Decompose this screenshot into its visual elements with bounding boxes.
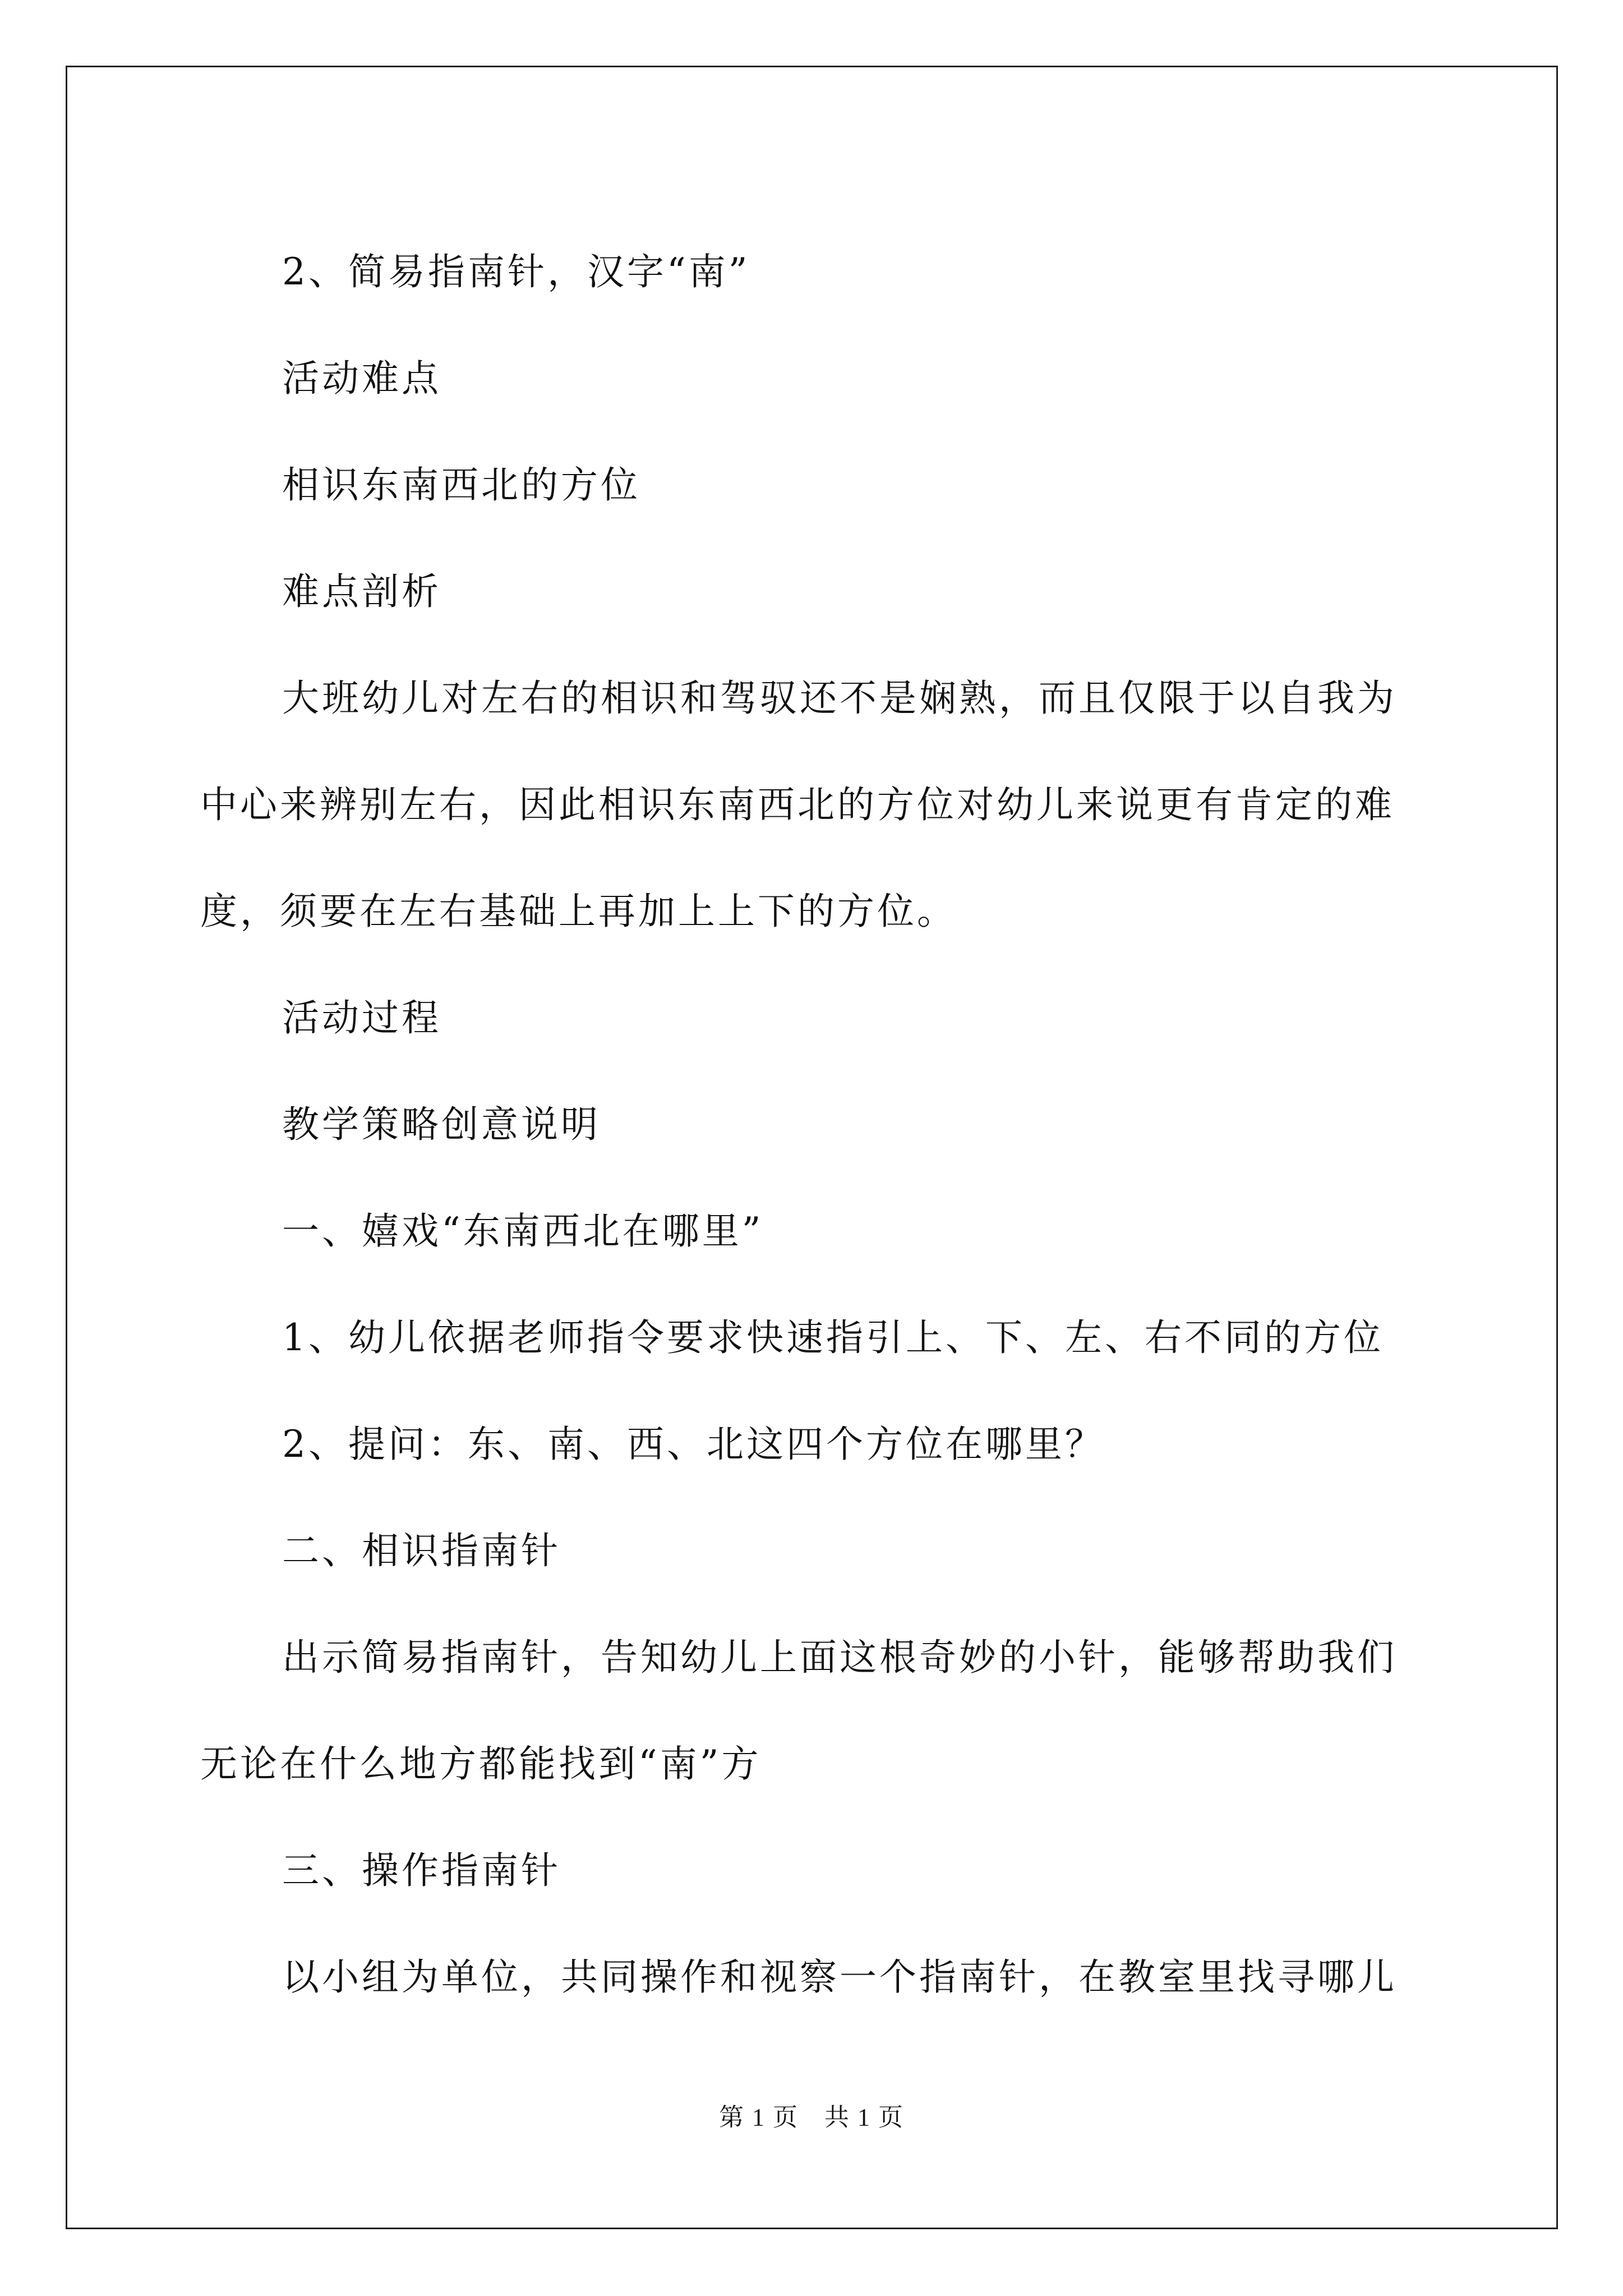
paragraph-continuation: 度，须要在左右基础上再加上上下的方位。 <box>200 890 957 933</box>
section-heading: 活动过程 <box>282 996 441 1039</box>
paragraph: 出示简易指南针，告知幼儿上面这根奇妙的小针，能够帮助我们 <box>282 1636 1397 1679</box>
paragraph: 2、简易指南针，汉字“南” <box>282 250 750 293</box>
section-heading: 一、嬉戏“东南西北在哪里” <box>282 1209 764 1253</box>
paragraph: 相识东南西北的方位 <box>282 463 640 507</box>
paragraph: 1、幼儿依据老师指令要求快速指引上、下、左、右不同的方位 <box>282 1316 1384 1359</box>
paragraph: 以小组为单位，共同操作和视察一个指南针，在教室里找寻哪儿 <box>282 1955 1397 1999</box>
paragraph: 大班幼儿对左右的相识和驾驭还不是娴熟，而且仅限于以自我为 <box>282 677 1397 720</box>
paragraph-continuation: 中心来辨别左右，因此相识东南西北的方位对幼儿来说更有肯定的难 <box>200 783 1395 826</box>
section-heading: 二、相识指南针 <box>282 1529 561 1572</box>
section-heading: 三、操作指南针 <box>282 1849 561 1892</box>
paragraph-continuation: 无论在什么地方都能找到“南”方 <box>200 1742 762 1786</box>
section-heading: 难点剖析 <box>282 570 441 613</box>
paragraph: 2、提问：东、南、西、北这四个方位在哪里？ <box>282 1423 1105 1466</box>
section-heading: 活动难点 <box>282 357 441 400</box>
section-heading: 教学策略创意说明 <box>282 1103 601 1146</box>
page-footer: 第 1 页 共 1 页 <box>719 2104 904 2131</box>
document-body <box>200 219 1434 2031</box>
